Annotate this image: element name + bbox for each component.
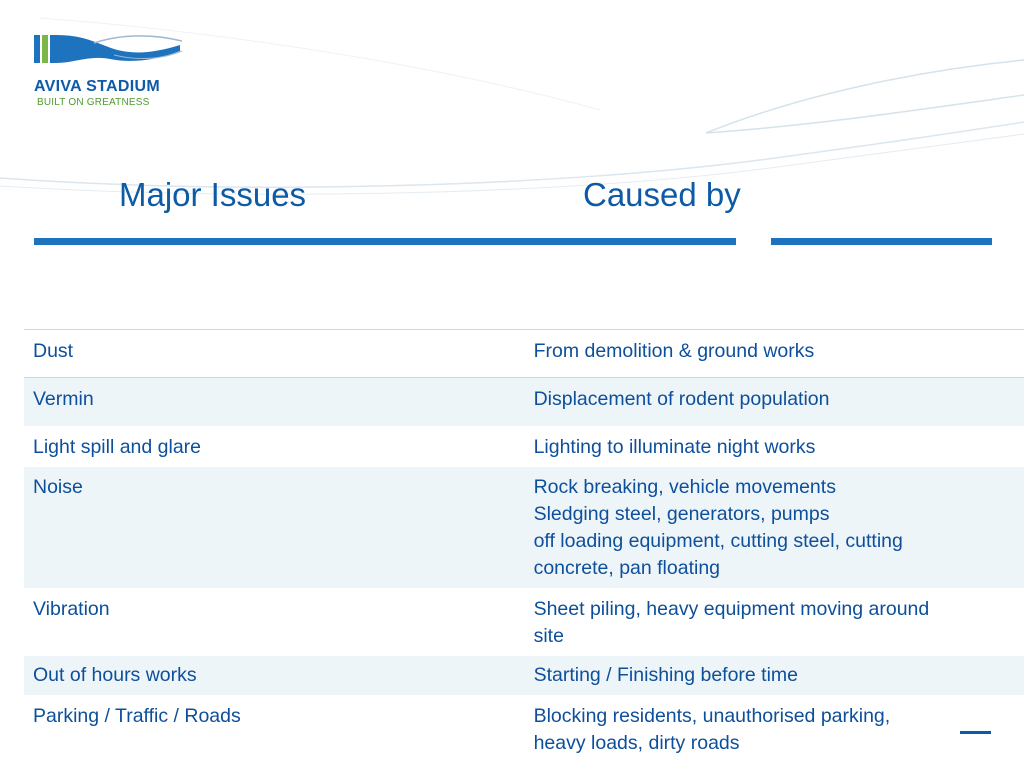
cause-line: Lighting to illuminate night works	[533, 436, 816, 458]
heading-major-issues: Major Issues	[119, 176, 307, 213]
cause-line: Sheet piling, heavy equipment moving around	[533, 598, 930, 620]
cause-cell	[515, 330, 1024, 378]
cause-cell	[515, 426, 1024, 467]
issue-cell: Dust	[24, 330, 515, 378]
cause-line: concrete, pan floating	[533, 557, 721, 579]
cause-line: off loading equipment, cutting steel, cutting	[533, 530, 903, 552]
issue-cell: Out of hours works	[33, 664, 197, 686]
cause-line: Starting / Finishing before time	[533, 664, 799, 686]
issue-cell: Light spill and glare	[33, 436, 202, 458]
table-row	[24, 467, 1024, 588]
issues-table	[24, 329, 1024, 769]
table-row	[24, 656, 1024, 695]
heading-rule-left	[34, 238, 736, 245]
heading-rule-right	[771, 238, 992, 245]
issue-cell: Noise	[33, 476, 83, 498]
aviva-stadium-logo	[34, 33, 194, 113]
cause-cell	[515, 656, 1024, 695]
corner-dash	[960, 731, 991, 734]
cause-cell	[515, 467, 1024, 588]
issue-cell: Vermin	[24, 378, 515, 427]
logo-name: AVIVA STADIUM	[34, 78, 160, 95]
cause-line: site	[533, 625, 564, 647]
cause-cell	[515, 588, 1024, 656]
logo-tagline: BUILT ON GREATNESS	[37, 97, 150, 108]
issue-cell: Parking / Traffic / Roads	[33, 705, 241, 727]
cause-line: Sledging steel, generators, pumps	[533, 503, 830, 525]
cause-cell	[515, 378, 1024, 427]
cause-cell	[515, 695, 1024, 769]
table-row	[24, 378, 1024, 427]
cause-line: heavy loads, dirty roads	[533, 732, 740, 754]
table-row	[24, 330, 1024, 378]
cause-line: Blocking residents, unauthorised parking,	[533, 705, 891, 727]
cause-line: Displacement of rodent population	[533, 388, 830, 410]
heading-caused-by: Caused by	[583, 176, 741, 213]
cause-line: Rock breaking, vehicle movements	[533, 476, 836, 498]
cause-line: From demolition & ground works	[533, 340, 815, 362]
table-row	[24, 588, 1024, 656]
issue-cell: Vibration	[33, 598, 110, 620]
table-row	[24, 426, 1024, 467]
table-row	[24, 695, 1024, 769]
logo-wave-icon	[34, 33, 186, 73]
